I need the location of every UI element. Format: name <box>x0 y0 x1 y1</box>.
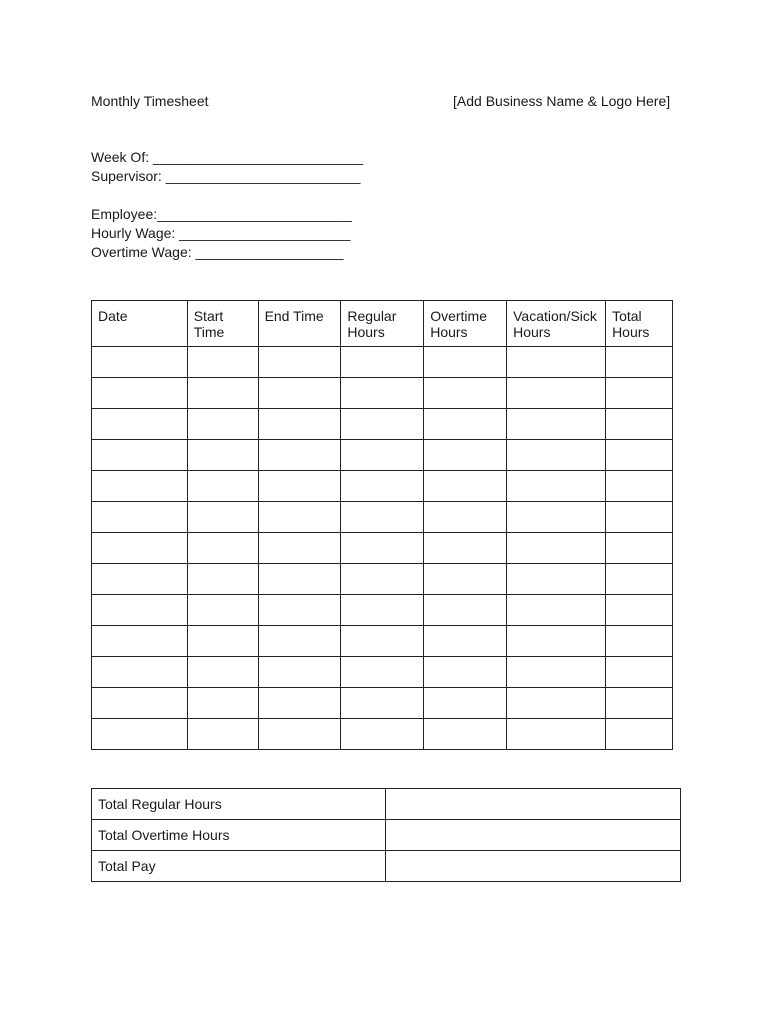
timesheet-row <box>92 719 673 750</box>
timesheet-cell[interactable] <box>507 657 606 688</box>
summary-label-total-pay: Total Pay <box>92 851 386 882</box>
timesheet-cell[interactable] <box>341 502 424 533</box>
timesheet-cell[interactable] <box>424 595 507 626</box>
timesheet-row <box>92 564 673 595</box>
timesheet-cell[interactable] <box>341 719 424 750</box>
timesheet-cell[interactable] <box>187 533 258 564</box>
timesheet-row <box>92 440 673 471</box>
week-of-field[interactable]: Week Of: ___________________________ <box>91 149 364 165</box>
supervisor-field[interactable]: Supervisor: _________________________ <box>91 168 361 184</box>
timesheet-row <box>92 657 673 688</box>
timesheet-cell[interactable] <box>341 657 424 688</box>
business-name-placeholder: [Add Business Name & Logo Here] <box>453 93 671 109</box>
timesheet-cell[interactable] <box>187 719 258 750</box>
timesheet-cell[interactable] <box>341 595 424 626</box>
timesheet-cell[interactable] <box>187 564 258 595</box>
timesheet-cell[interactable] <box>187 688 258 719</box>
timesheet-cell[interactable] <box>92 626 188 657</box>
timesheet-cell[interactable] <box>258 533 341 564</box>
timesheet-cell[interactable] <box>606 688 673 719</box>
timesheet-cell[interactable] <box>92 595 188 626</box>
summary-row <box>92 789 681 820</box>
timesheet-cell[interactable] <box>341 347 424 378</box>
timesheet-cell[interactable] <box>424 378 507 409</box>
timesheet-cell[interactable] <box>341 440 424 471</box>
timesheet-cell[interactable] <box>258 719 341 750</box>
timesheet-cell[interactable] <box>424 440 507 471</box>
employee-field[interactable]: Employee:_________________________ <box>91 206 352 222</box>
timesheet-cell[interactable] <box>92 347 188 378</box>
column-header-total-hours: Total Hours <box>606 301 673 347</box>
timesheet-cell[interactable] <box>258 595 341 626</box>
summary-label-total-overtime-hours: Total Overtime Hours <box>92 820 386 851</box>
timesheet-cell[interactable] <box>606 595 673 626</box>
column-header-regular-hours: Regular Hours <box>341 301 424 347</box>
summary-row <box>92 851 681 882</box>
timesheet-cell[interactable] <box>341 533 424 564</box>
timesheet-row <box>92 595 673 626</box>
timesheet-cell[interactable] <box>606 471 673 502</box>
summary-value-total-pay[interactable] <box>386 851 681 882</box>
page-title: Monthly Timesheet <box>91 93 209 109</box>
timesheet-cell[interactable] <box>507 471 606 502</box>
timesheet-row <box>92 688 673 719</box>
timesheet-cell[interactable] <box>424 409 507 440</box>
timesheet-cell[interactable] <box>507 409 606 440</box>
timesheet-cell[interactable] <box>92 471 188 502</box>
timesheet-cell[interactable] <box>258 564 341 595</box>
timesheet-body <box>92 347 673 750</box>
timesheet-cell[interactable] <box>187 502 258 533</box>
timesheet-cell[interactable] <box>424 471 507 502</box>
timesheet-cell[interactable] <box>258 409 341 440</box>
summary-table <box>91 788 681 882</box>
column-header-start-time: Start Time <box>187 301 258 347</box>
timesheet-row <box>92 502 673 533</box>
column-header-overtime-hours: Overtime Hours <box>424 301 507 347</box>
timesheet-cell[interactable] <box>424 502 507 533</box>
summary-value-total-regular-hours[interactable] <box>386 789 681 820</box>
timesheet-cell[interactable] <box>258 378 341 409</box>
overtime-wage-field[interactable]: Overtime Wage: ___________________ <box>91 244 344 260</box>
timesheet-row <box>92 471 673 502</box>
timesheet-cell[interactable] <box>507 626 606 657</box>
timesheet-cell[interactable] <box>507 595 606 626</box>
summary-label-total-regular-hours: Total Regular Hours <box>92 789 386 820</box>
timesheet-cell[interactable] <box>606 657 673 688</box>
timesheet-cell[interactable] <box>507 719 606 750</box>
timesheet-row <box>92 626 673 657</box>
timesheet-cell[interactable] <box>424 657 507 688</box>
timesheet-cell[interactable] <box>92 502 188 533</box>
timesheet-cell[interactable] <box>92 719 188 750</box>
timesheet-cell[interactable] <box>187 409 258 440</box>
timesheet-cell[interactable] <box>606 378 673 409</box>
hourly-wage-field[interactable]: Hourly Wage: ______________________ <box>91 225 351 241</box>
timesheet-cell[interactable] <box>92 688 188 719</box>
timesheet-cell[interactable] <box>507 502 606 533</box>
timesheet-cell[interactable] <box>606 719 673 750</box>
timesheet-cell[interactable] <box>258 626 341 657</box>
timesheet-cell[interactable] <box>258 440 341 471</box>
timesheet-cell[interactable] <box>187 440 258 471</box>
timesheet-cell[interactable] <box>92 378 188 409</box>
timesheet-cell[interactable] <box>92 657 188 688</box>
timesheet-cell[interactable] <box>507 347 606 378</box>
timesheet-cell[interactable] <box>187 471 258 502</box>
timesheet-cell[interactable] <box>341 688 424 719</box>
timesheet-cell[interactable] <box>341 378 424 409</box>
timesheet-cell[interactable] <box>424 564 507 595</box>
timesheet-cell[interactable] <box>92 533 188 564</box>
timesheet-row <box>92 409 673 440</box>
timesheet-cell[interactable] <box>341 471 424 502</box>
timesheet-cell[interactable] <box>341 564 424 595</box>
timesheet-cell[interactable] <box>258 688 341 719</box>
timesheet-cell[interactable] <box>606 533 673 564</box>
timesheet-cell[interactable] <box>606 502 673 533</box>
timesheet-cell[interactable] <box>507 533 606 564</box>
timesheet-cell[interactable] <box>606 626 673 657</box>
timesheet-cell[interactable] <box>187 378 258 409</box>
timesheet-cell[interactable] <box>507 564 606 595</box>
timesheet-cell[interactable] <box>187 347 258 378</box>
timesheet-cell[interactable] <box>187 595 258 626</box>
timesheet-cell[interactable] <box>258 347 341 378</box>
timesheet-cell[interactable] <box>424 347 507 378</box>
column-header-end-time: End Time <box>258 301 341 347</box>
column-header-date: Date <box>92 301 188 347</box>
timesheet-cell[interactable] <box>258 471 341 502</box>
summary-value-total-overtime-hours[interactable] <box>386 820 681 851</box>
timesheet-cell[interactable] <box>606 564 673 595</box>
timesheet-header-row <box>92 301 673 347</box>
timesheet-cell[interactable] <box>424 719 507 750</box>
timesheet-cell[interactable] <box>92 440 188 471</box>
timesheet-row <box>92 347 673 378</box>
timesheet-cell[interactable] <box>258 502 341 533</box>
timesheet-cell[interactable] <box>258 657 341 688</box>
timesheet-cell[interactable] <box>424 688 507 719</box>
timesheet-table <box>91 300 673 750</box>
timesheet-cell[interactable] <box>606 409 673 440</box>
timesheet-cell[interactable] <box>606 347 673 378</box>
timesheet-row <box>92 378 673 409</box>
timesheet-cell[interactable] <box>424 626 507 657</box>
timesheet-cell[interactable] <box>187 626 258 657</box>
timesheet-cell[interactable] <box>187 657 258 688</box>
summary-row <box>92 820 681 851</box>
column-header-vacation-sick-hours: Vacation/Sick Hours <box>507 301 606 347</box>
timesheet-cell[interactable] <box>341 626 424 657</box>
timesheet-cell[interactable] <box>507 378 606 409</box>
timesheet-cell[interactable] <box>92 564 188 595</box>
timesheet-cell[interactable] <box>92 409 188 440</box>
timesheet-cell[interactable] <box>424 533 507 564</box>
timesheet-cell[interactable] <box>507 688 606 719</box>
timesheet-row <box>92 533 673 564</box>
timesheet-cell[interactable] <box>341 409 424 440</box>
timesheet-cell[interactable] <box>507 440 606 471</box>
timesheet-cell[interactable] <box>606 440 673 471</box>
